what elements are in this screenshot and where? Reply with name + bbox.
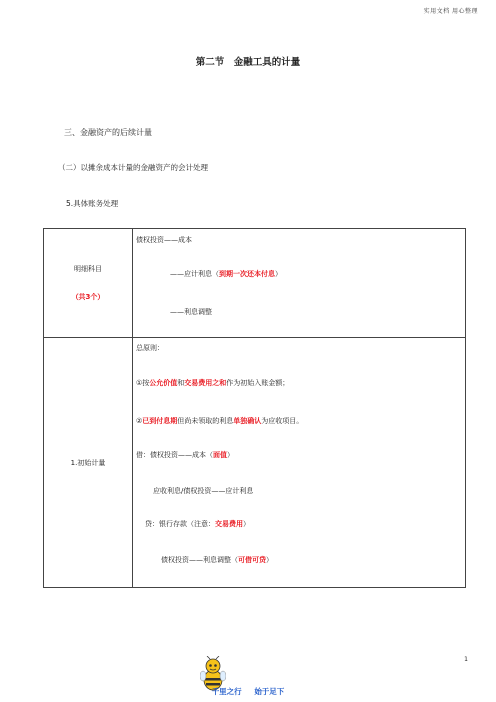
subsection-heading: （二）以摊余成本计量的金融资产的会计处理 [58,163,208,172]
header-tag: 实用文档 用心整理 [423,8,478,15]
principle-label: 总原则： [136,344,164,352]
journal-entry-debit-2: 应收利息/债权投资——应计利息 [153,487,254,495]
principle-1: ①按公允价值和交易费用之和作为初始入账金额； [136,379,290,387]
footer-left: 千里之行 [211,687,242,696]
journal-entry-debit-1: 借：债权投资——成本（面值） [136,451,234,459]
journal-entry-credit-1: 贷：银行存款（注意：交易费用） [145,520,250,528]
table-row [44,229,466,338]
row2-right-cell [133,338,466,588]
page-number: 1 [464,656,468,663]
page-title: 第二节 金融工具的计量 [195,57,301,68]
section-heading: 三、金融资产的后续计量 [64,128,152,137]
principle-2: ②已到付息期但尚未领取的利息单独确认为应收项目。 [136,417,304,425]
accounting-table [43,228,466,588]
initial-measurement-label: 1.初始计量 [70,458,106,467]
footer-motto [0,686,496,697]
row1-left-cell [44,229,133,338]
footer-right: 始于足下 [254,687,285,696]
account-line-2: ——应计利息（到期一次还本付息） [170,270,282,278]
row1-right-cell [133,229,466,338]
table-row [44,338,466,588]
detail-account-label: 明细科目 [74,265,102,273]
account-line-3: ——利息调整 [170,308,212,316]
item-heading: 5.具体账务处理 [66,199,119,208]
account-count: （共3个） [71,293,105,301]
journal-entry-credit-2: 债权投资——利息调整（可借可贷） [161,556,273,564]
account-line-1: 债权投资——成本 [136,236,192,244]
row2-left-cell [44,338,133,588]
